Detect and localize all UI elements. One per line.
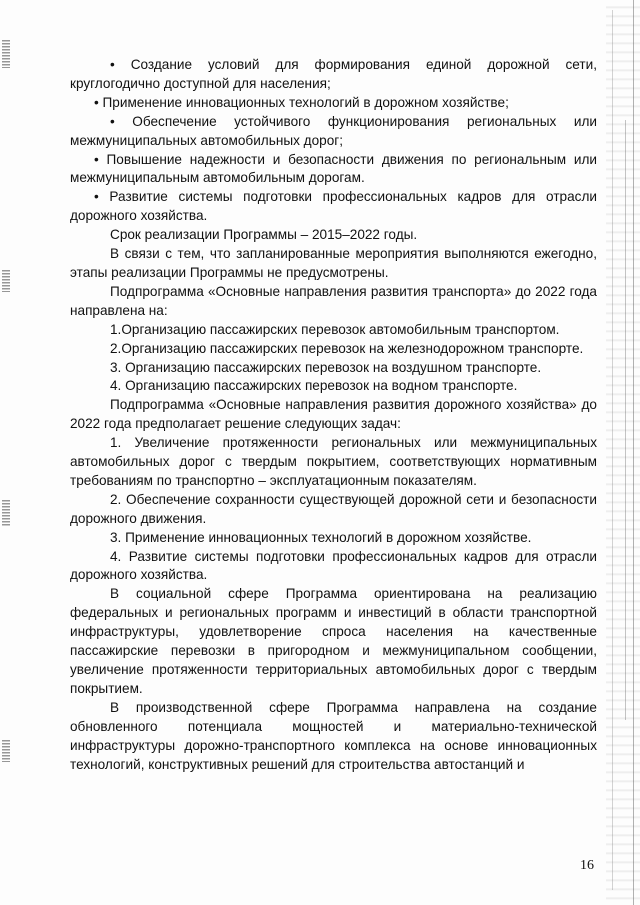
bullet-paragraph: • Применение инновационных технологий в дорожном хозяйстве; <box>94 94 509 110</box>
bullet-paragraph: • Повышение надежности и безопасности движения по региональным или межмуниципальным автомобильным дорогам. <box>70 151 597 186</box>
binding-hole-artifact <box>2 270 10 292</box>
body-text <box>70 56 597 774</box>
numbered-item: 2.Организацию пассажирских перевозок на железнодорожном транспорте. <box>110 340 584 356</box>
numbered-item: 4. Развитие системы подготовки профессиональных кадров для отрасли дорожного хозяйства. <box>70 548 597 583</box>
paragraph: В связи с тем, что запланированные мероприятия выполняются ежегодно, этапы реализации Программы не предусмотрены. <box>70 246 597 280</box>
paragraph: Срок реализации Программы – 2015–2022 годы. <box>110 227 418 243</box>
scan-line-artifact <box>612 10 613 890</box>
binding-hole-artifact <box>2 740 10 762</box>
bullet-paragraph: • Обеспечение устойчивого функционирования региональных или межмуниципальных автомобильных дорог; <box>70 113 597 148</box>
bullet-paragraph: • Создание условий для формирования единой дорожной сети, круглогодично доступной для населения; <box>70 57 597 91</box>
bullet-paragraph: • Развитие системы подготовки профессиональных кадров для отрасли дорожного хозяйства. <box>70 189 597 224</box>
numbered-item: 1. Увеличение протяженности региональных или межмуниципальных автомобильных дорог с твердым покрытием, соответствующих нормативным требованиям по транспортно – эксплуатационным показателям. <box>70 435 597 488</box>
binding-hole-artifact <box>2 500 10 526</box>
paragraph: В социальной сфере Программа ориентирована на реализацию федеральных и региональных программ и инвестиций в области транспортной инфраструктуры, удовлетворение спроса населения на качественные пассажирские перевозки в пригородном и межмуниципальном сообщении, увеличение протяженности территориальных автомобильных дорог с твердым покрытием. <box>70 586 597 696</box>
paragraph: Подпрограмма «Основные направления развития дорожного хозяйства» до 2022 года предполагает решение следующих задач: <box>70 397 597 432</box>
numbered-item: 2. Обеспечение сохранности существующей дорожной сети и безопасности дорожного движения. <box>70 491 597 526</box>
numbered-item: 4. Организацию пассажирских перевозок на водном транспорте. <box>110 378 518 394</box>
page-number: 16 <box>580 858 594 873</box>
numbered-item: 1.Организацию пассажирских перевозок автомобильным транспортом. <box>110 321 560 337</box>
scan-line-artifact <box>625 120 626 720</box>
binding-hole-artifact <box>2 40 10 68</box>
numbered-item: 3. Организацию пассажирских перевозок на воздушном транспорте. <box>110 359 542 375</box>
scan-line-artifact <box>633 0 634 905</box>
numbered-item: 3. Применение инновационных технологий в дорожном хозяйстве. <box>110 529 532 545</box>
paragraph: В производственной сфере Программа направлена на создание обновленного потенциала мощностей и материально-технической инфраструктуры дорожно-транспортного комплекса на основе инновационных технологий, конструктивных решений для строительства автостанций и <box>70 699 597 772</box>
paragraph: Подпрограмма «Основные направления развития транспорта» до 2022 года направлена на: <box>70 283 597 318</box>
